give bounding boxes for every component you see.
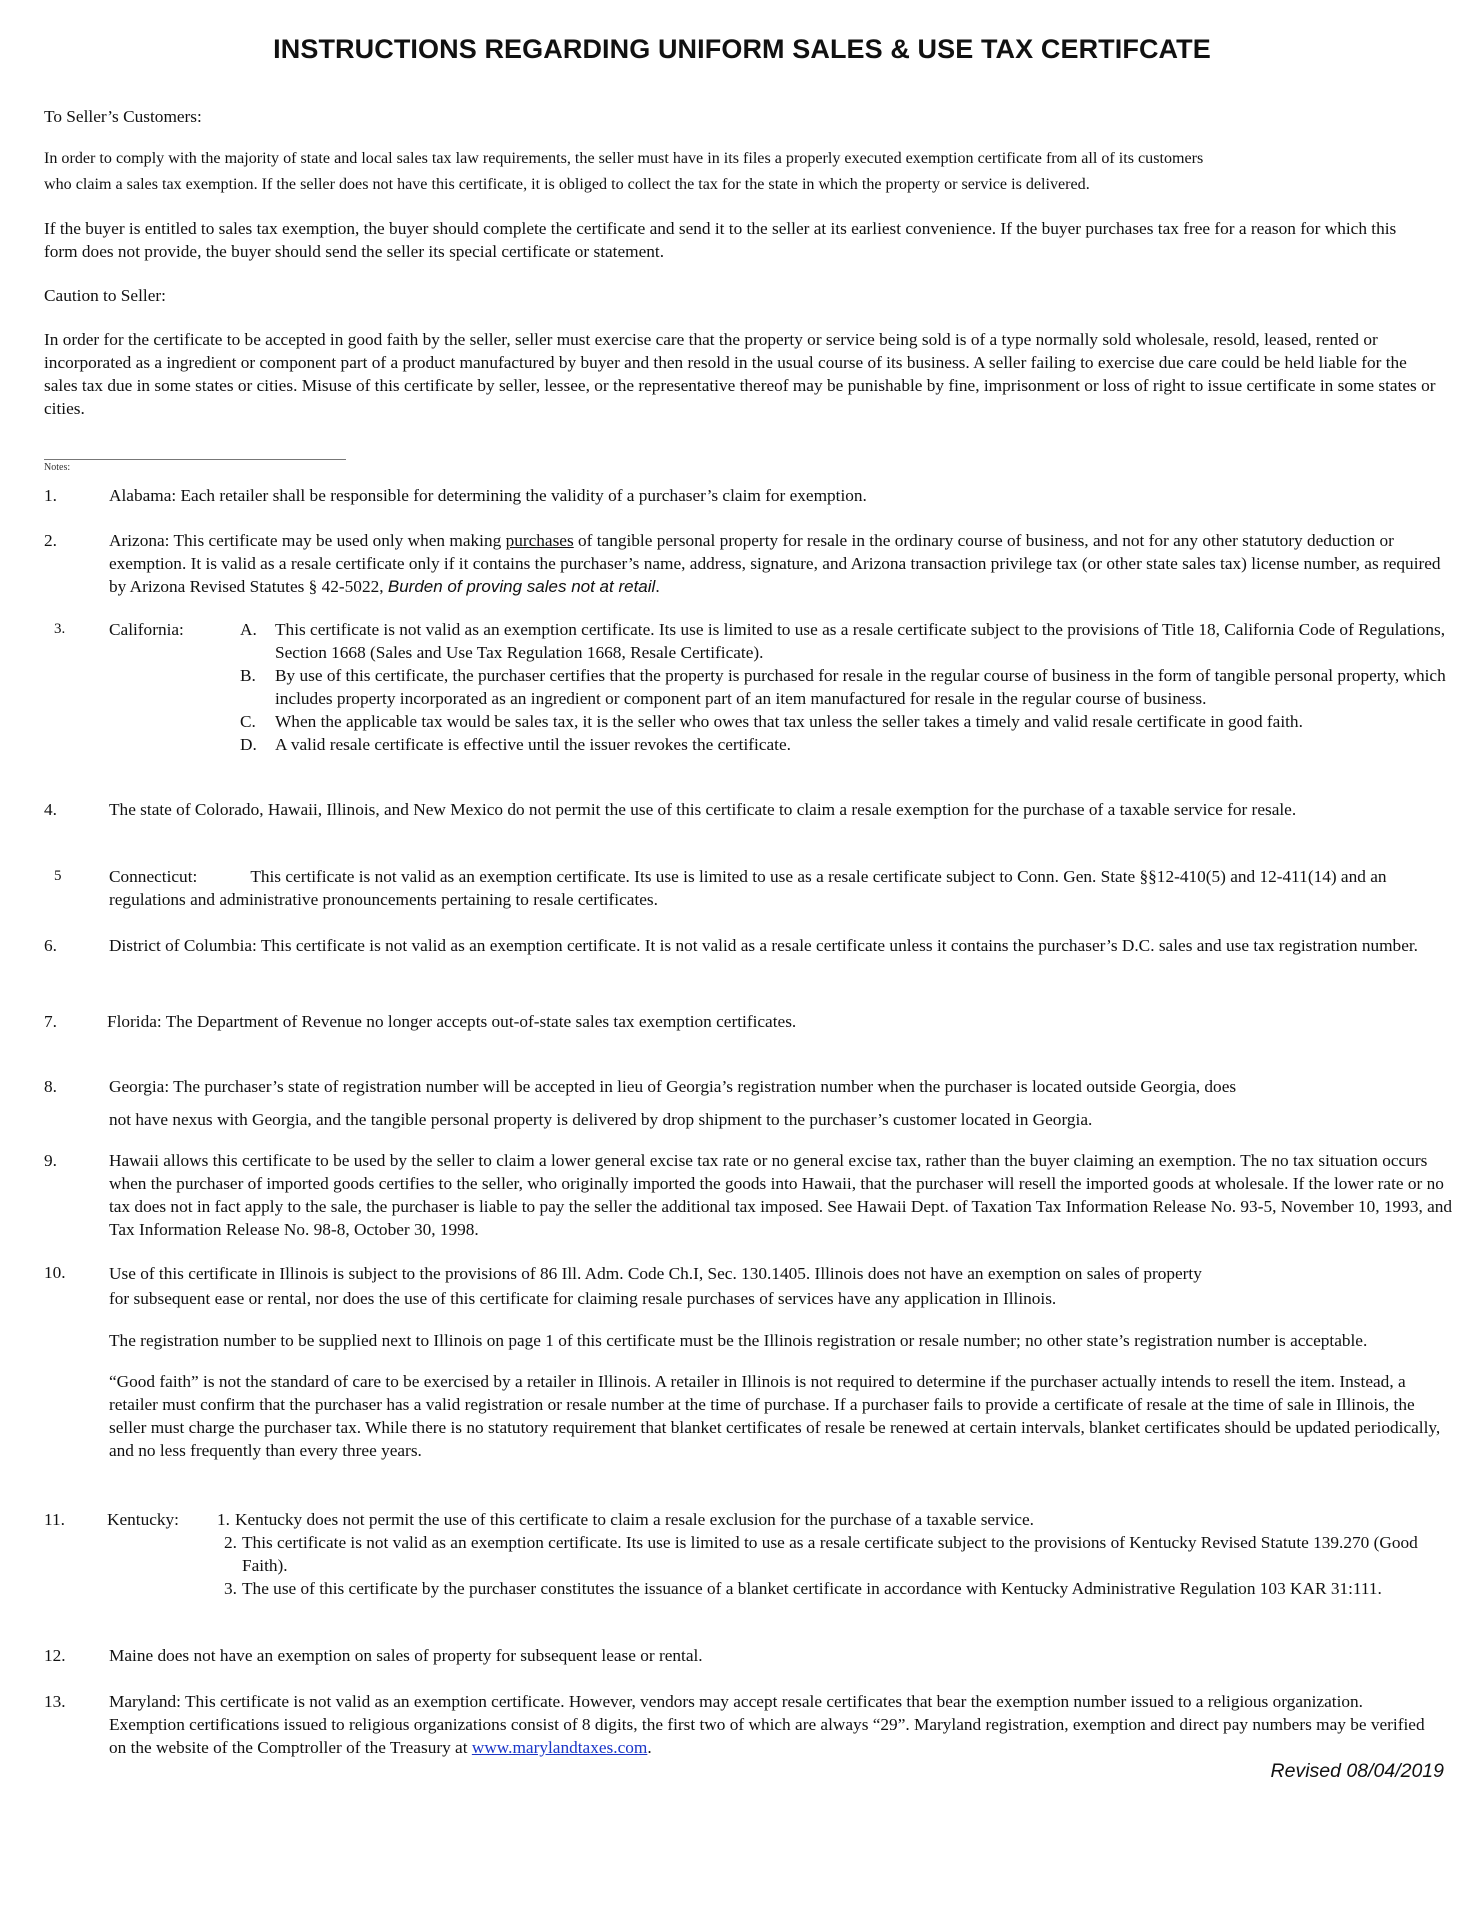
note-10-line-1: Use of this certificate in Illinois is subject to the provisions of 86 Ill. Adm. Code Ch.I, Sec. 130.1405. Illinois does not have an exemption on sales of property xyxy=(109,1264,1202,1283)
note-3 xyxy=(44,618,1454,756)
intro-paragraph-1-line-2: who claim a sales tax exemption. If the seller does not have this certificate, it is obliged to collect the tax for the state in which the property or service is delivered. xyxy=(44,176,1090,193)
notes-label: Notes: xyxy=(44,462,71,473)
note-6 xyxy=(44,934,1454,957)
note-3-item-b xyxy=(240,664,1470,710)
item-number: 2. xyxy=(224,1533,237,1552)
caution-paragraph xyxy=(44,328,1444,420)
note-text: Hawaii allows this certificate to be used by the seller to claim a lower general excise tax rate or no general excise tax, rather than the buyer claiming an exemption. The no tax situation occurs when the purchaser of imported goods certifies to the seller, who originally imported the goods into Hawaii, that the purchaser will resell the imported goods at wholesale. If the lower rate or no tax does not in fact apply to the sale, the purchaser is liable to pay the seller the additional tax imposed. See Hawaii Dept. of Taxation Tax Information Release No. 93-5, November 10, 1993, and Tax Information Release No. 98-8, October 30, 1998. xyxy=(109,1151,1453,1239)
note-state-label: Kentucky: xyxy=(107,1510,179,1529)
note-11-item-3 xyxy=(224,1577,1467,1600)
item-letter: A. xyxy=(240,620,257,639)
caution-heading xyxy=(44,284,1444,307)
salutation-text: To Seller’s Customers: xyxy=(44,107,202,126)
note-3-item-d xyxy=(240,733,1470,756)
caution-heading-text: Caution to Seller: xyxy=(44,286,166,305)
note-text: Florida: The Department of Revenue no longer accepts out-of-state sales tax exemption certificates. xyxy=(107,1012,797,1031)
note-number: 6. xyxy=(44,936,57,955)
note-number: 5 xyxy=(54,868,62,884)
note-2-italic-citation: Burden of proving sales not at retail xyxy=(387,577,656,596)
intro-paragraph-2 xyxy=(44,217,1414,263)
item-letter: B. xyxy=(240,666,256,685)
note-text xyxy=(109,1261,1454,1462)
note-11-list xyxy=(217,1508,1467,1600)
notes-divider xyxy=(44,459,346,460)
note-13 xyxy=(44,1690,1454,1759)
note-number: 4. xyxy=(44,800,57,819)
item-text: Kentucky does not permit the use of this certificate to claim a resale exclusion for the purchase of a taxable service. xyxy=(235,1510,1034,1529)
note-3-item-a xyxy=(240,618,1470,664)
item-text: This certificate is not valid as an exemption certificate. Its use is limited to use as a resale certificate subject to the provisions of Title 18, California Code of Regulations, Section 1668 (Sales and Use Tax Regulation 1668, Resale Certificate). xyxy=(275,620,1446,662)
note-3-list xyxy=(240,618,1470,756)
item-text: The use of this certificate by the purchaser constitutes the issuance of a blanket certificate in accordance with Kentucky Administrative Regulation 103 KAR 31:111. xyxy=(242,1579,1382,1598)
note-text xyxy=(109,865,1454,911)
item-letter: C. xyxy=(240,712,256,731)
item-number: 1. xyxy=(217,1510,230,1529)
note-text: The state of Colorado, Hawaii, Illinois, and New Mexico do not permit the use of this certificate to claim a resale exemption for the purchase of a taxable service for resale. xyxy=(109,800,1297,819)
note-13-text: Maryland: This certificate is not valid as an exemption certificate. However, vendors may accept resale certificates that bear the exemption number issued to a religious organization. Exemption certifications issued to religious organizations consist of 8 digits, the first two of which are always “29”. Maryland registration, exemption and direct pay numbers may be verified on the website of the Comptroller of the Treasury at xyxy=(109,1692,1425,1757)
note-9 xyxy=(44,1149,1454,1241)
note-2-underlined-word: purchases xyxy=(505,531,574,550)
note-text: Alabama: Each retailer shall be responsible for determining the validity of a purchaser’s claim for exemption. xyxy=(109,486,867,505)
note-text: District of Columbia: This certificate is not valid as an exemption certificate. It is not valid as a resale certificate unless it contains the purchaser’s D.C. sales and use tax registration number. xyxy=(109,936,1418,955)
note-10-line-2: for subsequent ease or rental, nor does the use of this certificate for claiming resale purchases of services have any application in Illinois. xyxy=(109,1289,1057,1308)
note-8-line-2: not have nexus with Georgia, and the tangible personal property is delivered by drop shipment to the purchaser’s customer located in Georgia. xyxy=(109,1110,1093,1129)
intro-paragraph-1 xyxy=(44,146,1444,198)
note-state-label: Connecticut: xyxy=(109,867,198,886)
note-number: 12. xyxy=(44,1646,66,1665)
note-number: 8. xyxy=(44,1077,57,1096)
note-10-paragraph-2: The registration number to be supplied next to Illinois on page 1 of this certificate must be the Illinois registration or resale number; no other state’s registration number is acceptable. xyxy=(109,1331,1368,1350)
note-3-item-c xyxy=(240,710,1470,733)
comptroller-website-link[interactable]: www.marylandtaxes.com xyxy=(471,1738,648,1757)
salutation xyxy=(44,105,1444,128)
note-number: 11. xyxy=(44,1510,65,1529)
note-number: 1. xyxy=(44,486,57,505)
page-title: INSTRUCTIONS REGARDING UNIFORM SALES & USE TAX CERTIFCATE xyxy=(273,34,1211,64)
note-11-item-2 xyxy=(224,1531,1467,1577)
note-number: 2. xyxy=(44,531,57,550)
note-text xyxy=(109,1690,1439,1759)
note-10-paragraph-3: “Good faith” is not the standard of care to be exercised by a retailer in Illinois. A retailer in Illinois is not required to determine if the purchaser actually intends to resell the item. Instead, a retailer must confirm that the purchaser has a valid registration or resale number at the time of purchase. If a purchaser fails to provide a certificate of resale at the time of sale in Illinois, the seller must charge the purchaser tax. While there is no statutory requirement that blanket certificates of resale be renewed at certain intervals, blanket certificates should be updated periodically, and no less frequently than every three years. xyxy=(109,1372,1441,1460)
note-13-text-end: . xyxy=(647,1738,652,1757)
item-text: When the applicable tax would be sales tax, it is the seller who owes that tax unless the seller takes a timely and valid resale certificate in good faith. xyxy=(275,712,1303,731)
note-text xyxy=(109,1075,1454,1131)
note-2-text-middle: of tangible personal property for resale in the ordinary course of business, and not for any other statutory deduction or exemption. It is valid as a resale certificate only if it contains the purchaser’s name, address, signature, and Arizona transaction privilege tax (or other state sales tax) license number, as required by Arizona Revised Statutes § 42-5022, xyxy=(109,531,1441,596)
note-8 xyxy=(44,1075,1454,1131)
note-4 xyxy=(44,798,1454,821)
note-5 xyxy=(44,865,1454,911)
note-1 xyxy=(44,484,1454,507)
item-text: This certificate is not valid as an exemption certificate. Its use is limited to use as a resale certificate subject to the provisions of Kentucky Revised Statute 139.270 (Good Faith). xyxy=(242,1533,1418,1575)
item-number: 3. xyxy=(224,1579,237,1598)
note-8-line-1: Georgia: The purchaser’s state of registration number will be accepted in lieu of Georgia’s registration number when the purchaser is located outside Georgia, does xyxy=(109,1077,1237,1096)
note-10 xyxy=(44,1261,1454,1462)
note-number: 10. xyxy=(44,1263,66,1282)
note-text: Maine does not have an exemption on sales of property for subsequent lease or rental. xyxy=(109,1646,703,1665)
note-number: 7. xyxy=(44,1012,57,1031)
note-number: 13. xyxy=(44,1692,66,1711)
note-5-text: This certificate is not valid as an exemption certificate. Its use is limited to use as a resale certificate subject to Conn. Gen. State §§12-410(5) and 12-411(14) and an regulations and administrative pronouncements pertaining to resale certificates. xyxy=(109,867,1387,909)
note-7 xyxy=(44,1010,1454,1033)
note-11 xyxy=(44,1508,1454,1600)
note-2-text-end: . xyxy=(655,577,660,596)
item-text: By use of this certificate, the purchaser certifies that the property is purchased for resale in the regular course of business in the form of tangible personal property, which includes property incorporated as an ingredient or component part of an item manufactured for resale in the regular course of business. xyxy=(275,666,1446,708)
revision-date: Revised 08/04/2019 xyxy=(1270,1760,1444,1782)
note-number: 3. xyxy=(54,621,66,637)
note-11-item-1 xyxy=(217,1508,1467,1531)
note-state-label: California: xyxy=(109,620,184,639)
caution-paragraph-text: In order for the certificate to be accepted in good faith by the seller, seller must exercise care that the property or service being sold is of a type normally sold wholesale, resold, leased, rented or incorporated as a ingredient or component part of a product manufactured by buyer and then resold in the usual course of its business. A seller failing to exercise due care could be held liable for the sales tax due in some states or cities. Misuse of this certificate by seller, lessee, or the representative thereof may be punishable by fine, imprisonment or loss of right to issue certificate in some states or cities. xyxy=(44,330,1436,418)
note-number: 9. xyxy=(44,1151,57,1170)
note-2 xyxy=(44,529,1454,598)
note-12 xyxy=(44,1644,1454,1667)
intro-paragraph-2-text: If the buyer is entitled to sales tax exemption, the buyer should complete the certificate and send it to the seller at its earliest convenience. If the buyer purchases tax free for a reason for which this form does not provide, the buyer should send the seller its special certificate or statement. xyxy=(44,219,1397,261)
intro-paragraph-1-line-1: In order to comply with the majority of state and local sales tax law requirements, the seller must have in its files a properly executed exemption certificate from all of its customers xyxy=(44,150,1204,167)
note-2-text-start: Arizona: This certificate may be used only when making xyxy=(109,531,506,550)
item-letter: D. xyxy=(240,735,257,754)
item-text: A valid resale certificate is effective until the issuer revokes the certificate. xyxy=(275,735,791,754)
note-text xyxy=(109,529,1454,598)
